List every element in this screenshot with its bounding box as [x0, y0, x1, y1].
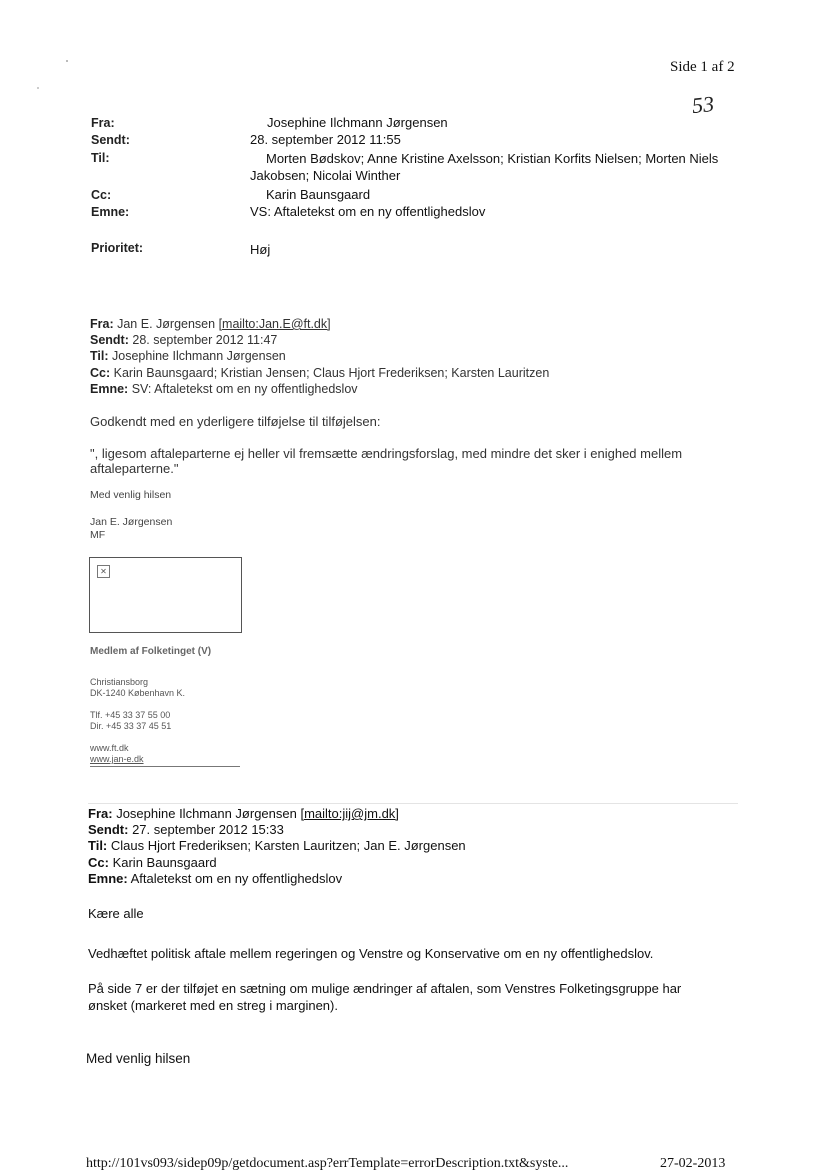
msg1-to: [90, 349, 286, 363]
msg1-sig-title: MF: [90, 529, 106, 541]
msg1-sent-value: 28. september 2012 11:47: [132, 333, 278, 347]
sent-label: Sendt:: [91, 133, 130, 147]
msg2-salutation: Kære alle: [88, 906, 144, 921]
msg2-sent-label: Sendt:: [88, 822, 129, 837]
msg2-greeting: Med venlig hilsen: [86, 1051, 191, 1066]
from-label: Fra:: [91, 116, 115, 130]
msg2-subject-value: Aftaletekst om en ny offentlighedslov: [130, 871, 343, 886]
msg1-tlf: Tlf. +45 33 37 55 00: [90, 710, 171, 720]
msg1-subject-label: Emne:: [90, 382, 129, 396]
msg1-to-label: Til:: [90, 349, 109, 363]
msg1-from-label: Fra:: [90, 317, 114, 331]
msg1-cc-label: Cc:: [90, 366, 111, 380]
to-value-line1: Morten Bødskov; Anne Kristine Axelsson; Kristian Korfits Nielsen; Morten Niels: [266, 151, 719, 166]
message-separator: [88, 803, 738, 804]
subject-label: Emne:: [91, 205, 130, 219]
msg1-addr2: DK-1240 København K.: [90, 688, 186, 698]
cc-value: Karin Baunsgaard: [266, 187, 371, 202]
msg2-subject: [88, 871, 342, 886]
page-number: Side 1 af 2: [670, 59, 735, 75]
msg1-sent-label: Sendt:: [90, 333, 129, 347]
msg2-from-label: Fra:: [88, 806, 113, 821]
msg2-from: [88, 806, 399, 821]
msg1-greeting: Med venlig hilsen: [90, 489, 172, 501]
msg1-sig-name: Jan E. Jørgensen: [90, 516, 173, 528]
msg2-sent: [88, 822, 284, 837]
msg2-subject-label: Emne:: [88, 871, 128, 886]
msg2-para2-line1: På side 7 er der tilføjet en sætning om mulige ændringer af aftalen, som Venstres Folketingsgruppe har: [88, 981, 682, 996]
to-value-line2: Jakobsen; Nicolai Winther: [250, 168, 401, 183]
msg1-addr1: Christiansborg: [90, 677, 149, 687]
msg2-cc-label: Cc:: [88, 855, 109, 870]
msg1-from-value: Jan E. Jørgensen: [117, 317, 216, 331]
msg1-subject: [90, 382, 358, 396]
priority-label: Prioritet:: [91, 241, 144, 255]
footer-url: http://101vs093/sidep09p/getdocument.asp?errTemplate=errorDescription.txt&syste...: [86, 1156, 569, 1171]
msg1-quote-line1: ", ligesom aftaleparterne ej heller vil fremsætte ændringsforslag, med mindre det sker i enighed mellem: [90, 446, 683, 461]
msg1-subject-value: SV: Aftaletekst om en ny offentlighedslov: [131, 382, 358, 396]
msg2-to-value: Claus Hjort Frederiksen; Karsten Lauritzen; Jan E. Jørgensen: [110, 838, 466, 853]
msg1-web1-link[interactable]: www.ft.dk: [90, 743, 129, 753]
msg2-sent-value: 27. september 2012 15:33: [132, 822, 284, 837]
msg2-cc-value: Karin Baunsgaard: [112, 855, 217, 870]
msg2-from-value: Josephine Ilchmann Jørgensen: [116, 806, 297, 821]
handwritten-note: 53: [690, 90, 716, 119]
msg2-to: [88, 838, 466, 853]
msg1-cc: [90, 366, 549, 380]
msg2-para1: Vedhæftet politisk aftale mellem regeringen og Venstre og Konservative om en ny offentlighedslov.: [88, 946, 654, 961]
scan-speck: [37, 87, 39, 89]
cc-label: Cc:: [91, 188, 112, 202]
msg1-quote-line2: aftaleparterne.": [90, 461, 179, 476]
priority-value: Høj: [250, 242, 271, 257]
msg1-from: [90, 317, 331, 331]
scan-speck: [66, 60, 68, 62]
msg1-to-value: Josephine Ilchmann Jørgensen: [112, 349, 286, 363]
msg1-sent: [90, 333, 277, 347]
to-label: Til:: [91, 151, 110, 165]
msg2-para2-line2: ønsket (markeret med en streg i marginen).: [88, 998, 338, 1013]
subject-value: VS: Aftaletekst om en ny offentlighedslov: [250, 204, 486, 219]
from-value: Josephine Ilchmann Jørgensen: [267, 115, 448, 130]
footer-date: 27-02-2013: [660, 1156, 726, 1171]
msg2-to-label: Til:: [88, 838, 108, 853]
signature-image-placeholder: [89, 557, 242, 633]
msg1-cc-value: Karin Baunsgaard; Kristian Jensen; Claus Hjort Frederiksen; Karsten Lauritzen: [113, 366, 550, 380]
msg2-from-mail-link[interactable]: [mailto:jij@jm.dk]: [300, 806, 399, 821]
msg1-dir: Dir. +45 33 37 45 51: [90, 721, 172, 731]
broken-image-icon: ✕: [97, 565, 110, 578]
msg1-from-mail-link[interactable]: [mailto:Jan.E@ft.dk]: [218, 317, 331, 331]
msg1-body: Godkendt med en yderligere tilføjelse til tilføjelsen:: [90, 414, 381, 429]
sent-value: 28. september 2012 11:55: [250, 132, 401, 147]
signature-underline: [90, 766, 240, 767]
msg1-web2-link[interactable]: www.jan-e.dk: [90, 754, 144, 764]
msg2-cc: [88, 855, 217, 870]
msg1-org: Medlem af Folketinget (V): [90, 646, 212, 657]
